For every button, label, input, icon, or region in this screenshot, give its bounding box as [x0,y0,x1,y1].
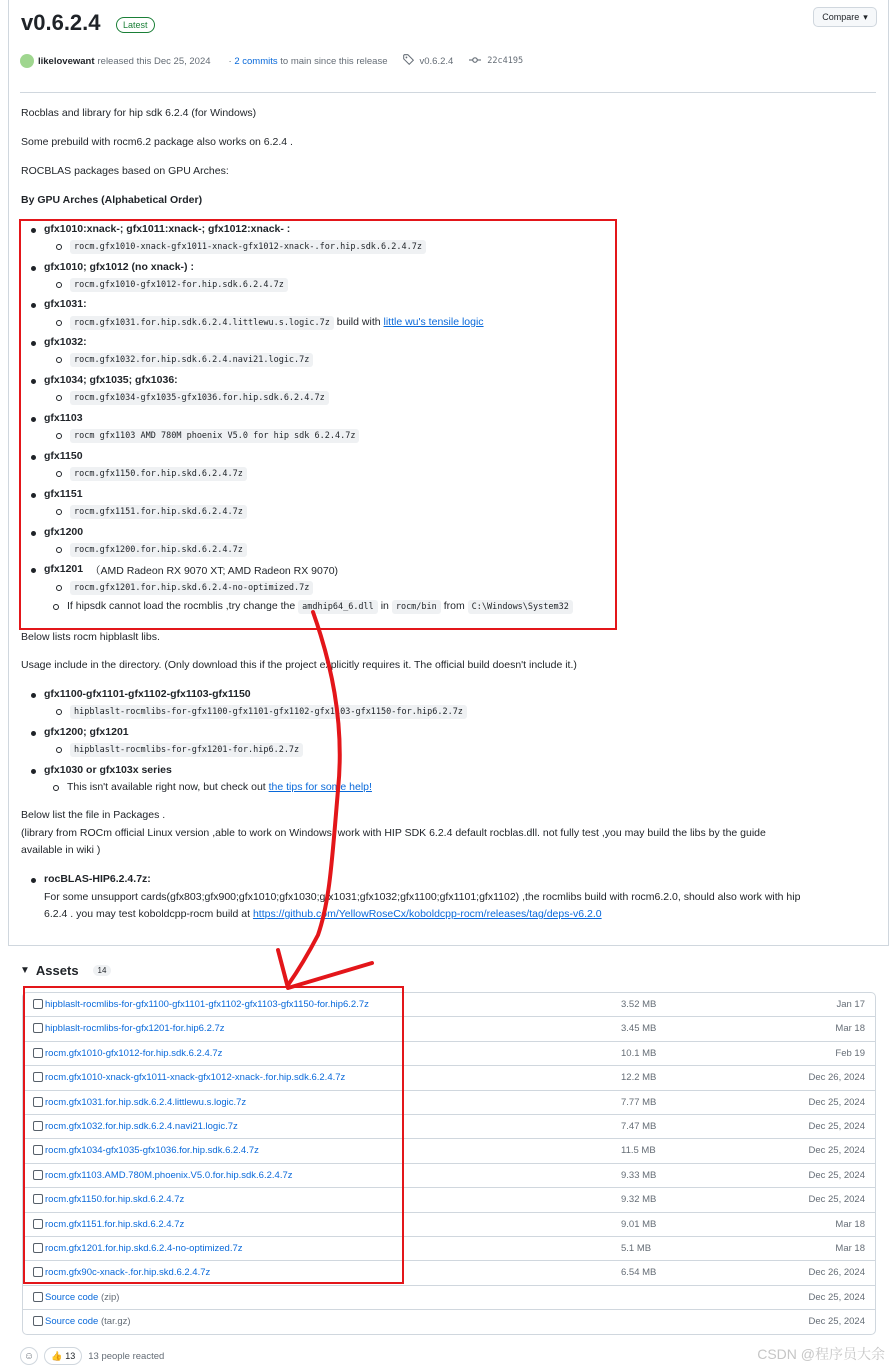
asset-name-link[interactable]: rocm.gfx1010-xnack-gfx1011-xnack-gfx1012-xnack-.for.hip.sdk.6.2.4.7z [45,1072,346,1084]
thumbs-up-icon: 👍 [51,1350,63,1361]
asset-date: Dec 25, 2024 [808,1169,865,1181]
rocblas-desc-line: For some unsupport cards(gfx803;gfx900;gfx1010;gfx1030;gfx1031;gfx1032;gfx1100;gfx1101;gfx1102) ,the rocmlibs build with rocm6.2.0, should also work with hip [44,891,801,903]
note-text: If hipsdk cannot load the rocmblis ,try change the [67,600,296,612]
sub-item [70,353,313,365]
build-with-text: build with [336,316,381,328]
asset-name-link[interactable]: rocm.gfx1150.for.hip.skd.6.2.4.7z [45,1194,185,1206]
source-zip-link[interactable] [45,1292,119,1303]
assets-count-badge: 14 [93,965,112,976]
tag-icon [403,54,414,68]
asset-date: Feb 19 [835,1047,865,1059]
commits-suffix: to main since this release [280,55,388,67]
arch-label: gfx1031: [44,298,87,310]
arch-file-code: rocm.gfx1034-gfx1035-gfx1036.for.hip.sdk.6.2.4.7z [70,391,329,405]
sub-item [70,429,359,441]
sub-item-note [67,600,573,612]
arch-label: gfx1150 [44,450,83,462]
arch-file-code: rocm.gfx1010-gfx1012-for.hip.sdk.6.2.4.7z [70,278,288,292]
sub-item [70,543,247,555]
section-heading: By GPU Arches (Alphabetical Order) [21,194,203,206]
assets-toggle[interactable] [20,963,111,978]
reaction-count: 13 [65,1351,76,1361]
arch-label-extra: （AMD Radeon RX 9070 XT; AMD Radeon RX 9070) [90,565,339,577]
asset-date: Jan 17 [836,999,865,1010]
commits-link[interactable]: 2 commits [234,55,278,67]
asset-size: 11.5 MB [621,1145,656,1157]
arch-label: gfx1030 or gfx103x series [44,764,172,776]
sub-item [70,743,303,755]
commit-icon [469,55,481,68]
chevron-down-icon: ▾ [863,11,868,22]
avatar[interactable] [20,54,34,68]
arch-label: gfx1010; gfx1012 (no xnack-) : [44,261,194,273]
arch-file-code: rocm.gfx1031.for.hip.sdk.6.2.4.littlewu.s.logic.7z [70,316,334,330]
latest-badge: Latest [116,17,155,33]
body-paragraph: Rocblas and library for hip sdk 6.2.4 (for Windows) [21,107,257,119]
asset-date: Dec 25, 2024 [808,1194,865,1206]
sub-item [70,240,426,252]
body-paragraph: Usage include in the directory. (Only download this if the project explicitly requires it. The official build doesn't include it.) [21,659,577,671]
author-link[interactable]: likelovewant [38,55,95,67]
asset-size: 12.2 MB [621,1072,657,1084]
tips-link[interactable]: the tips for some help! [268,781,372,793]
arch-file-code: rocm.gfx1200.for.hip.skd.6.2.4.7z [70,543,247,557]
system32-path-code: C:\Windows\System32 [468,600,573,614]
sub-item [70,278,288,290]
asset-name-link[interactable]: rocm.gfx1103.AMD.780M.phoenix.V5.0.for.hip.sdk.6.2.4.7z [45,1169,293,1181]
rocblas-desc-line2 [44,908,602,920]
asset-name-link[interactable]: hipblaslt-rocmlibs-for-gfx1201-for.hip6.2.7z [45,1023,225,1035]
commit-hash-link[interactable]: 22c4195 [487,56,524,66]
arch-file-code: rocm.gfx1010-xnack-gfx1011-xnack-gfx1012-xnack-.for.hip.sdk.6.2.4.7z [70,240,426,254]
asset-name-link[interactable]: rocm.gfx1010-gfx1012-for.hip.sdk.6.2.4.7z [45,1047,223,1059]
asset-date: Mar 18 [835,1242,865,1254]
compare-label: Compare [822,12,860,22]
sub-item [70,316,484,328]
tag-link[interactable]: v0.6.2.4 [419,55,454,67]
tensile-logic-link[interactable]: little wu's tensile logic [383,316,484,328]
asset-date: Dec 25, 2024 [808,1145,865,1157]
dll-code: amdhip64_6.dll [298,600,378,614]
asset-size: 6.54 MB [621,1267,657,1279]
asset-date: Dec 25, 2024 [808,1120,865,1132]
compare-button[interactable] [813,7,877,27]
asset-size: 7.47 MB [621,1120,657,1132]
asset-size: 3.52 MB [621,999,657,1010]
asset-date: Dec 25, 2024 [808,1291,865,1303]
arch-label: gfx1010:xnack-; gfx1011:xnack-; gfx1012:xnack- : [44,223,291,235]
assets-title: Assets [35,963,79,978]
sub-item [70,581,313,593]
file-zip-icon [33,1292,43,1302]
asset-name-link[interactable]: rocm.gfx1031.for.hip.sdk.6.2.4.littlewu.s.logic.7z [45,1096,247,1108]
body-paragraph: available in wiki ) [21,844,101,856]
body-paragraph: Some prebuild with rocm6.2 package also works on 6.2.4 . [21,136,293,148]
sub-item [70,705,467,717]
rocblas-label: rocBLAS-HIP6.2.4.7z: [44,873,151,885]
source-label: Source code [45,1316,99,1328]
asset-size: 5.1 MB [621,1242,652,1254]
asset-name-link[interactable]: rocm.gfx1151.for.hip.skd.6.2.4.7z [45,1218,185,1230]
asset-date: Dec 26, 2024 [808,1267,865,1279]
source-suffix: (tar.gz) [100,1316,131,1328]
sub-item [67,781,372,793]
gfx1030-text: This isn't available right now, but check out [67,781,266,793]
asset-size: 9.32 MB [621,1194,657,1206]
asset-date: Dec 26, 2024 [808,1072,865,1084]
annotation-box-assets [23,986,404,1284]
arch-label: gfx1034; gfx1035; gfx1036: [44,374,178,386]
asset-size: 9.33 MB [621,1169,657,1181]
arch-file-code: rocm gfx1103 AMD 780M phoenix V5.0 for hip sdk 6.2.4.7z [70,429,359,443]
dot-separator: · [228,55,235,67]
thumbs-up-reaction[interactable] [44,1347,82,1365]
arch-label: gfx1100-gfx1101-gfx1102-gfx1103-gfx1150 [44,688,251,700]
source-suffix: (zip) [100,1291,120,1303]
asset-size: 7.77 MB [621,1096,657,1108]
asset-name-link[interactable]: rocm.gfx90c-xnack-.for.hip.skd.6.2.4.7z [45,1267,211,1279]
arch-label: gfx1103 [44,412,83,424]
arch-file-code: rocm.gfx1151.for.hip.skd.6.2.4.7z [70,505,247,519]
arch-label: gfx1032: [44,336,87,348]
body-paragraph: Below list the file in Packages . [21,809,166,821]
released-text: released this Dec 25, 2024 [97,55,211,67]
arch-label: gfx1151 [44,488,83,500]
hipblaslt-file-code: hipblaslt-rocmlibs-for-gfx1100-gfx1101-gfx1102-gfx1103-gfx1150-for.hip6.2.7z [70,705,467,719]
reactions-bar [20,1347,164,1365]
note-from: from [443,600,465,612]
sub-item [70,505,247,517]
body-paragraph: (library from ROCm official Linux version ,able to work on Windows. work with HIP SDK 6.2.4 default rocblas.dll. not fully test ,you may build the libs by the guide [21,827,766,839]
bin-path-code: rocm/bin [392,600,441,614]
asset-name-link[interactable]: hipblaslt-rocmlibs-for-gfx1100-gfx1101-gfx1102-gfx1103-gfx1150-for.hip6.2.7z [45,999,369,1010]
asset-name-link[interactable]: rocm.gfx1032.for.hip.sdk.6.2.4.navi21.logic.7z [45,1120,238,1132]
triangle-down-icon: ▼ [20,965,30,976]
koboldcpp-link[interactable]: https://github.com/YellowRoseCx/koboldcpp-rocm/releases/tag/deps-v6.2.0 [252,908,602,920]
release-meta [20,54,523,68]
asset-size: 3.45 MB [621,1023,657,1035]
source-label: Source code [45,1291,99,1303]
arch-label: gfx1201 [44,563,84,575]
rocblas-line2-text: 6.2.4 . you may test koboldcpp-rocm build at [44,908,251,920]
asset-size: 10.1 MB [621,1047,657,1059]
asset-row-source[interactable] [23,1310,875,1334]
asset-date: Dec 25, 2024 [808,1316,865,1328]
divider [20,92,876,93]
body-paragraph: Below lists rocm hipblaslt libs. [21,631,160,643]
asset-date: Mar 18 [835,1023,865,1035]
sub-item [70,467,247,479]
arch-file-code: rocm.gfx1032.for.hip.sdk.6.2.4.navi21.logic.7z [70,353,313,367]
asset-date: Dec 25, 2024 [808,1096,865,1108]
asset-size: 9.01 MB [621,1218,657,1230]
release-title[interactable]: v0.6.2.4 [21,10,101,35]
asset-name-link[interactable]: rocm.gfx1201.for.hip.skd.6.2.4-no-optimized.7z [45,1242,243,1254]
asset-name-link[interactable]: rocm.gfx1034-gfx1035-gfx1036.for.hip.sdk.6.2.4.7z [45,1145,259,1157]
watermark: CSDN @程序员大余 [757,1346,885,1362]
sub-item [70,391,329,403]
hipblaslt-file-code: hipblaslt-rocmlibs-for-gfx1201-for.hip6.2.7z [70,743,303,757]
arch-label: gfx1200; gfx1201 [44,726,129,738]
add-reaction-button[interactable]: ☺ [20,1347,38,1365]
asset-row-source[interactable] [23,1286,875,1310]
file-zip-icon [33,1316,43,1326]
reactions-text: 13 people reacted [88,1350,165,1362]
asset-date: Mar 18 [835,1218,865,1230]
body-paragraph: ROCBLAS packages based on GPU Arches: [21,165,229,177]
arch-label: gfx1200 [44,526,84,538]
source-targz-link[interactable] [45,1316,131,1327]
arch-file-code: rocm.gfx1150.for.hip.skd.6.2.4.7z [70,467,247,481]
note-in: in [380,600,389,612]
arch-file-code: rocm.gfx1201.for.hip.skd.6.2.4-no-optimized.7z [70,581,313,595]
